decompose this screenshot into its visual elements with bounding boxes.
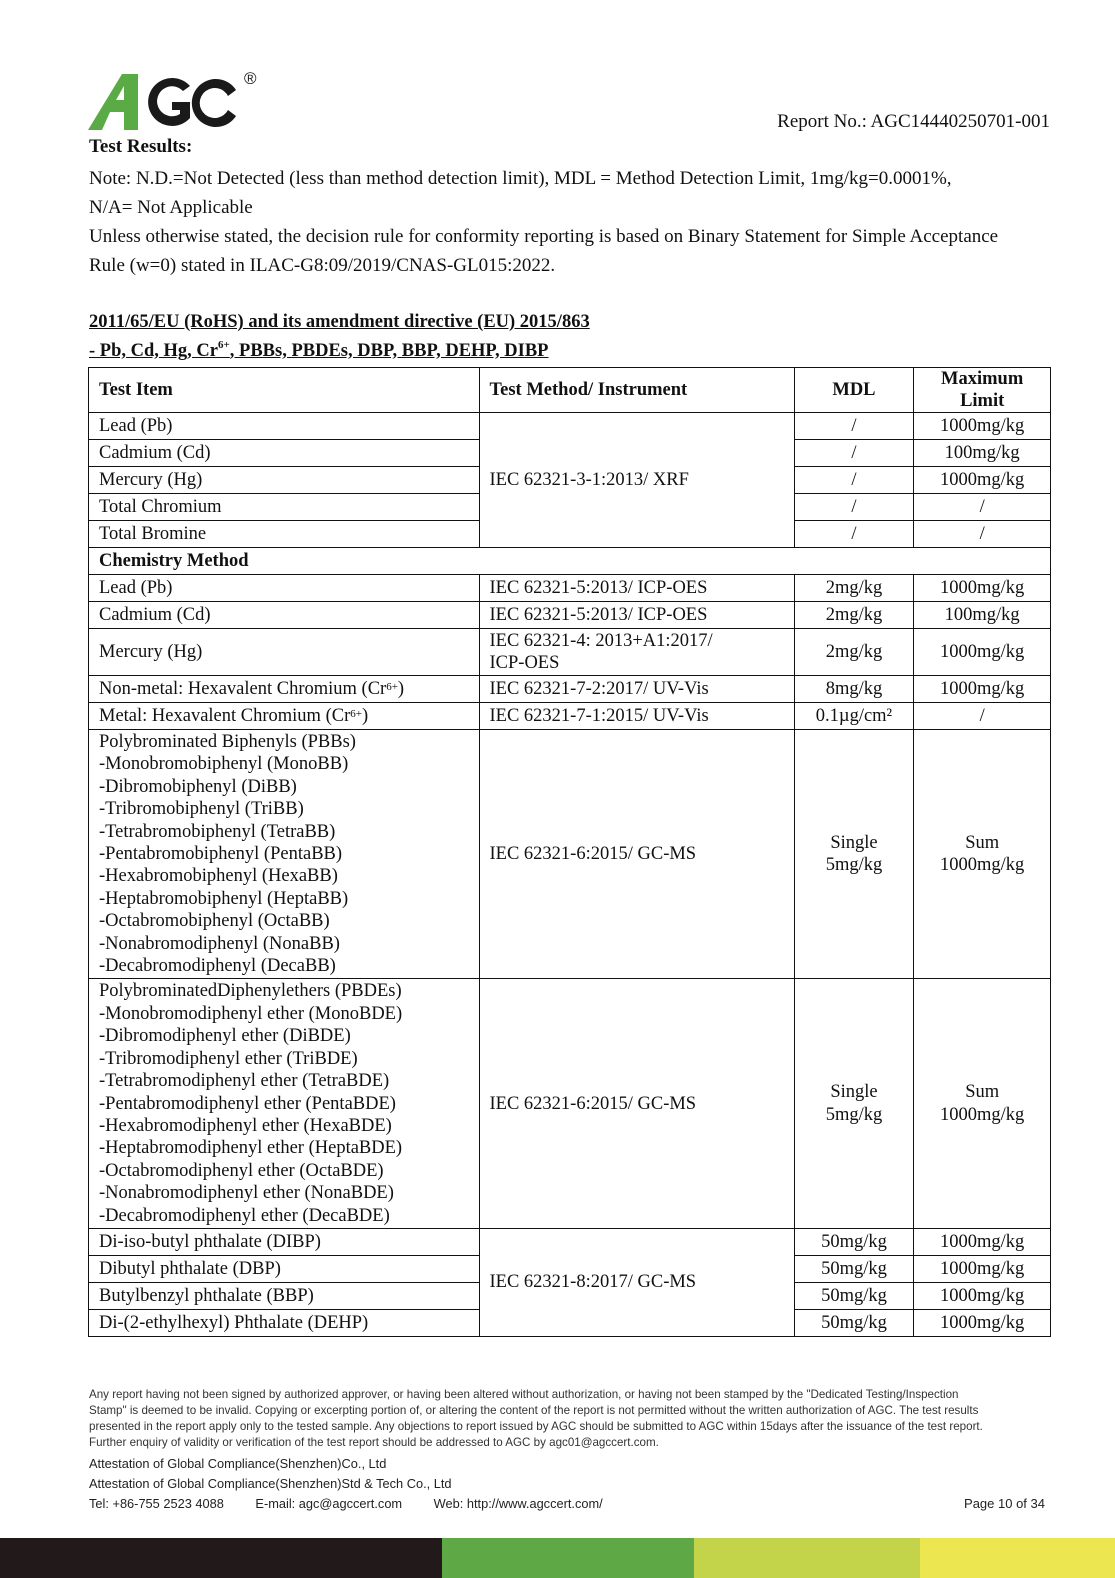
chemistry-method-row	[89, 548, 1051, 575]
mdl-value: 0.1µg/cm²	[794, 703, 914, 730]
test-item: Total Bromine	[89, 521, 480, 548]
table-header-row	[89, 368, 1051, 413]
limit-value: 100mg/kg	[914, 440, 1051, 467]
pbde-row	[89, 979, 1051, 1228]
footer-tel: Tel: +86-755 2523 4088	[89, 1496, 224, 1511]
test-item: Mercury (Hg)	[89, 467, 480, 494]
test-results-title: Test Results:	[89, 136, 193, 157]
test-method: IEC 62321-7-2:2017/ UV-Vis	[479, 676, 794, 703]
table-row	[89, 629, 1051, 676]
limit-value: 1000mg/kg	[914, 1309, 1051, 1336]
mdl-value: /	[794, 494, 914, 521]
test-item: Di-iso-butyl phthalate (DIBP)	[89, 1228, 480, 1255]
mdl-value: /	[794, 521, 914, 548]
footer-email: E-mail: agc@agccert.com	[255, 1496, 403, 1511]
test-method: IEC 62321-8:2017/ GC-MS	[479, 1228, 794, 1336]
limit-value: Sum 1000mg/kg	[914, 730, 1051, 979]
mdl-value: 50mg/kg	[794, 1282, 914, 1309]
mdl-value: /	[794, 413, 914, 440]
rohs-results-table	[88, 367, 1051, 1337]
svg-text:®: ®	[244, 69, 257, 88]
footer-disclaimer: Any report having not been signed by authorized approver, or having been altered without authorization, or having not been stamped by the "Dedicated Testing/Inspection Stamp" is deemed to be invalid. Copying or excerpting portion of, or altering the content of the report is not permitted without the written authorization of AGC. The test results presented in the report apply only to the tested sample. Any objections to report issued by AGC should be submitted to AGC within 15days after the issuance of the test report. Further enquiry of validity or verification of the test report should be addressed to AGC by agc01@agccert.com.	[89, 1388, 983, 1449]
limit-value: 1000mg/kg	[914, 1282, 1051, 1309]
test-method: IEC 62321-5:2013/ ICP-OES	[479, 602, 794, 629]
header-test-method: Test Method/ Instrument	[479, 368, 794, 413]
footer-bar-yellow	[920, 1538, 1115, 1578]
table-row	[89, 575, 1051, 602]
footer-bar-green	[442, 1538, 694, 1578]
note-line-1: Note: N.D.=Not Detected (less than method detection limit), MDL = Method Detection Limit, 1mg/kg=0.0001%,	[89, 168, 952, 189]
table-row	[89, 413, 1051, 440]
mdl-value: 50mg/kg	[794, 1309, 914, 1336]
table-row	[89, 703, 1051, 730]
pbb-row	[89, 730, 1051, 979]
pbb-test-items: Polybrominated Biphenyls (PBBs) -Monobromobiphenyl (MonoBB) -Dibromobiphenyl (DiBB) -Tribromobiphenyl (TriBB) -Tetrabromobiphenyl (TetraBB) -Pentabromobiphenyl (PentaBB) -Hexabromobiphenyl (HexaBB) -Heptabromobiphenyl (HeptaBB) -Octabromobiphenyl (OctaBB) -Nonabromodiphenyl (NonaBB) -Decabromodiphenyl (DecaBB)	[89, 730, 480, 979]
mdl-value: 2mg/kg	[794, 602, 914, 629]
limit-value: 1000mg/kg	[914, 629, 1051, 676]
footer-bar-lime	[694, 1538, 920, 1578]
test-item: Cadmium (Cd)	[89, 440, 480, 467]
agc-logo	[86, 66, 266, 136]
test-item: Mercury (Hg)	[89, 629, 480, 676]
limit-value: 1000mg/kg	[914, 1255, 1051, 1282]
limit-value: 1000mg/kg	[914, 676, 1051, 703]
mdl-value: Single 5mg/kg	[794, 979, 914, 1228]
rule-line-2: Rule (w=0) stated in ILAC-G8:09/2019/CNAS-GL015:2022.	[89, 255, 556, 276]
test-item: Total Chromium	[89, 494, 480, 521]
footer-contact	[89, 1496, 631, 1511]
mdl-value: 2mg/kg	[794, 575, 914, 602]
limit-value: /	[914, 521, 1051, 548]
header-maximum-limit: Maximum Limit	[914, 368, 1051, 413]
pbde-test-items: PolybrominatedDiphenylethers (PBDEs) -Monobromodiphenyl ether (MonoBDE) -Dibromodiphenyl ether (DiBDE) -Tribromodiphenyl ether (TriBDE) -Tetrabromodiphenyl ether (TetraBDE) -Pentabromodiphenyl ether (PentaBDE) -Hexabromodiphenyl ether (HexaBDE) -Heptabromodiphenyl ether (HeptaBDE) -Octabromodiphenyl ether (OctaBDE) -Nonabromodiphenyl ether (NonaBDE) -Decabromodiphenyl ether (DecaBDE)	[89, 979, 480, 1228]
note-line-2: N/A= Not Applicable	[89, 197, 253, 218]
limit-value: 1000mg/kg	[914, 413, 1051, 440]
table-row	[89, 602, 1051, 629]
limit-value: 100mg/kg	[914, 602, 1051, 629]
footer-web[interactable]: Web: http://www.agccert.com/	[433, 1496, 603, 1511]
test-item: Di-(2-ethylhexyl) Phthalate (DEHP)	[89, 1309, 480, 1336]
test-method: IEC 62321-6:2015/ GC-MS	[479, 730, 794, 979]
mdl-value: 2mg/kg	[794, 629, 914, 676]
test-method: IEC 62321-4: 2013+A1:2017/ ICP-OES	[479, 629, 794, 676]
test-item: Lead (Pb)	[89, 413, 480, 440]
test-method: IEC 62321-3-1:2013/ XRF	[479, 413, 794, 548]
header-test-item: Test Item	[89, 368, 480, 413]
footer-bar-dark	[0, 1538, 442, 1578]
limit-value: 1000mg/kg	[914, 575, 1051, 602]
test-item: Butylbenzyl phthalate (BBP)	[89, 1282, 480, 1309]
test-item: Non-metal: Hexavalent Chromium $(Cr^{6+})$	[89, 676, 480, 703]
report-number: Report No.: AGC14440250701-001	[777, 111, 1050, 132]
mdl-value: /	[794, 440, 914, 467]
limit-value: 1000mg/kg	[914, 1228, 1051, 1255]
footer-company-2: Attestation of Global Compliance(Shenzhen)Std & Tech Co., Ltd	[89, 1476, 452, 1491]
test-item: Lead (Pb)	[89, 575, 480, 602]
section-heading-2: - Pb, Cd, Hg, $Cr^{6+}$, PBBs, PBDEs, DBP, BBP, DEHP, DIBP	[89, 339, 549, 361]
mdl-value: /	[794, 467, 914, 494]
table-row	[89, 676, 1051, 703]
test-item: Cadmium (Cd)	[89, 602, 480, 629]
limit-value: 1000mg/kg	[914, 467, 1051, 494]
section-heading-1: 2011/65/EU (RoHS) and its amendment directive (EU) 2015/863	[89, 312, 590, 332]
test-method: IEC 62321-7-1:2015/ UV-Vis	[479, 703, 794, 730]
test-item: Dibutyl phthalate (DBP)	[89, 1255, 480, 1282]
page-number: Page 10 of 34	[964, 1496, 1045, 1511]
rule-line-1: Unless otherwise stated, the decision rule for conformity reporting is based on Binary Statement for Simple Acceptance	[89, 226, 999, 247]
limit-value: /	[914, 494, 1051, 521]
chemistry-method-label: Chemistry Method	[89, 548, 1051, 575]
header-mdl: MDL	[794, 368, 914, 413]
mdl-value: 50mg/kg	[794, 1228, 914, 1255]
table-row	[89, 1228, 1051, 1255]
agc-logo-icon	[86, 66, 266, 136]
mdl-value: Single 5mg/kg	[794, 730, 914, 979]
test-item: Metal: Hexavalent Chromium $(Cr^{6+})$	[89, 703, 480, 730]
footer-company-1: Attestation of Global Compliance(Shenzhen)Co., Ltd	[89, 1456, 387, 1471]
test-method: IEC 62321-6:2015/ GC-MS	[479, 979, 794, 1228]
limit-value: /	[914, 703, 1051, 730]
mdl-value: 50mg/kg	[794, 1255, 914, 1282]
test-method: IEC 62321-5:2013/ ICP-OES	[479, 575, 794, 602]
limit-value: Sum 1000mg/kg	[914, 979, 1051, 1228]
mdl-value: 8mg/kg	[794, 676, 914, 703]
